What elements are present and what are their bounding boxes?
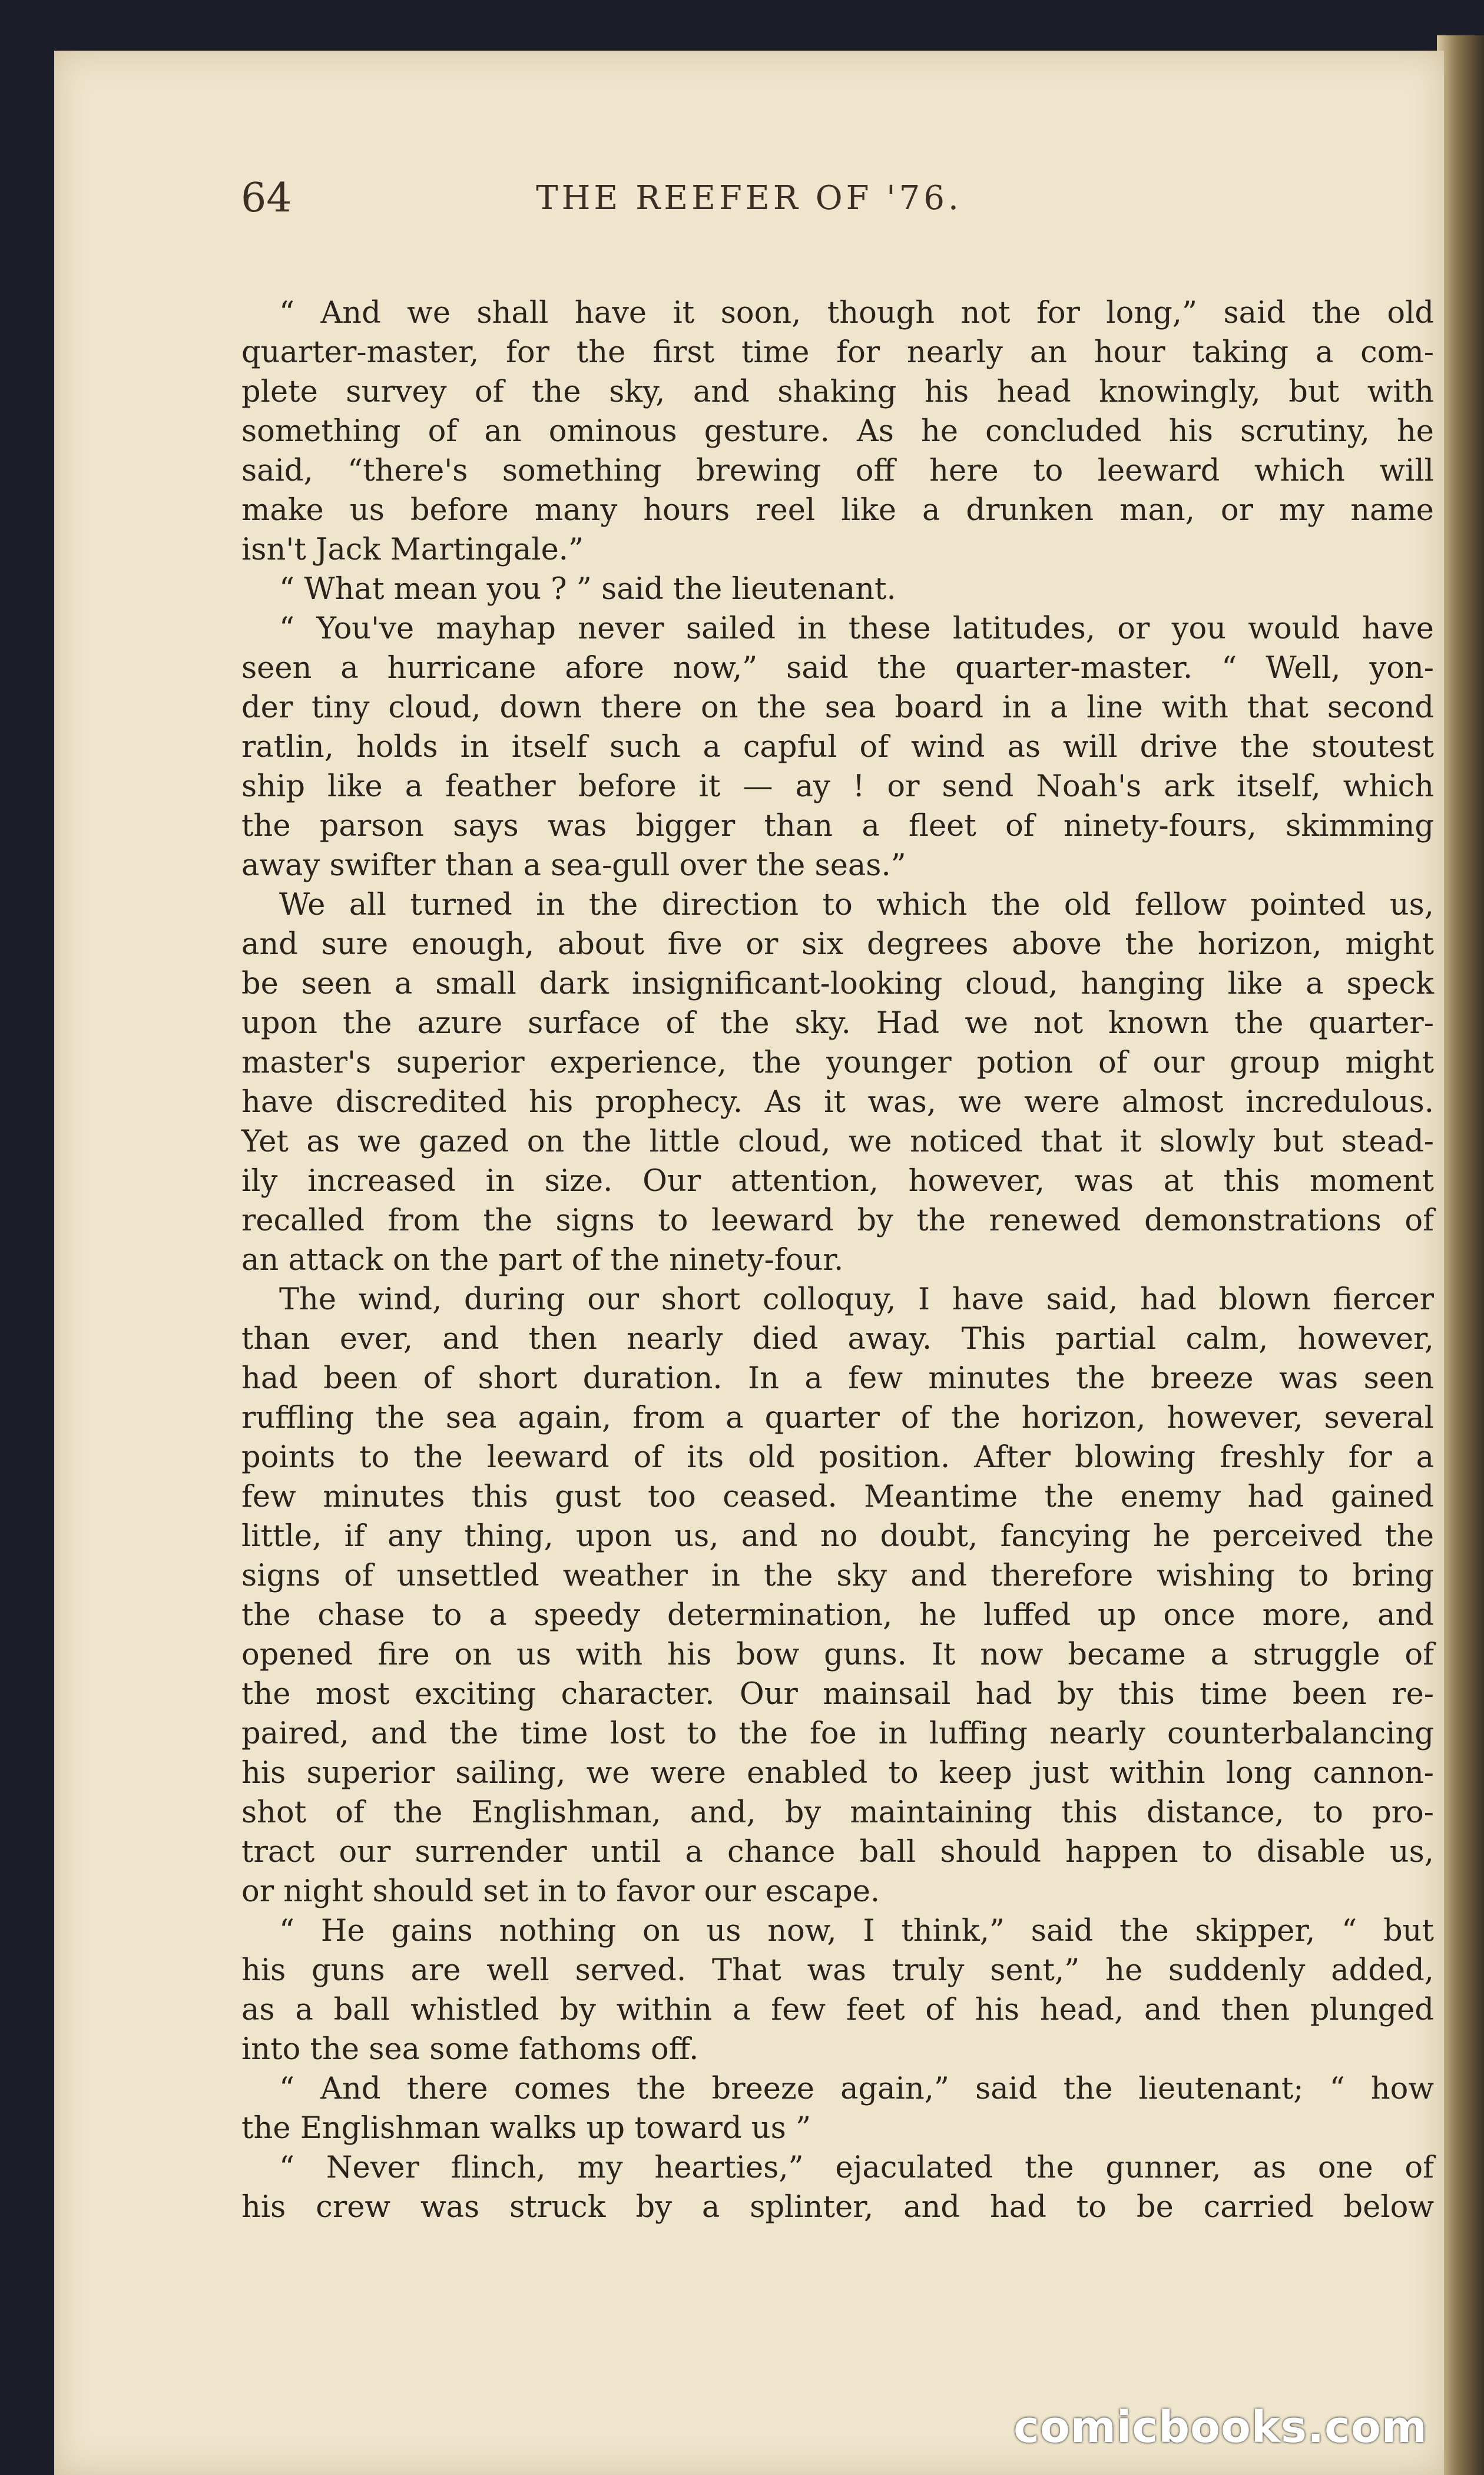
text-line: master's superior experience, the younger potion of our group might bbox=[241, 1045, 1434, 1080]
text-line: We all turned in the direction to which the old fellow pointed us, bbox=[279, 888, 1434, 922]
page-number: 64 bbox=[241, 175, 292, 221]
text-line: shot of the Englishman, and, by maintaining this distance, to pro- bbox=[241, 1795, 1434, 1830]
text-line: few minutes this gust too ceased. Meantime the enemy had gained bbox=[241, 1480, 1434, 1514]
text-line: an attack on the part of the ninety-four. bbox=[241, 1243, 844, 1278]
text-line: into the sea some fathoms off. bbox=[241, 2032, 699, 2067]
text-line: quarter-master, for the first time for nearly an hour taking a com- bbox=[241, 335, 1434, 370]
text-line: seen a hurricane afore now,” said the quarter-master. “ Well, yon- bbox=[241, 651, 1434, 686]
text-line: make us before many hours reel like a drunken man, or my name bbox=[241, 493, 1434, 528]
text-line: the Englishman walks up toward us ” bbox=[241, 2111, 811, 2146]
text-line: ruffling the sea again, from a quarter of the horizon, however, several bbox=[241, 1401, 1434, 1435]
text-line: little, if any thing, upon us, and no doubt, fancying he perceived the bbox=[241, 1519, 1434, 1554]
text-line: der tiny cloud, down there on the sea board in a line with that second bbox=[241, 690, 1434, 725]
text-line: his guns are well served. That was truly sent,” he suddenly added, bbox=[241, 1953, 1434, 1988]
text-line: “ And we shall have it soon, though not for long,” said the old bbox=[279, 296, 1434, 330]
text-line: his crew was struck by a splinter, and had to be carried below bbox=[241, 2190, 1434, 2225]
text-line: “ And there comes the breeze again,” said the lieutenant; “ how bbox=[279, 2072, 1434, 2106]
text-line: the most exciting character. Our mainsail had by this time been re- bbox=[241, 1677, 1434, 1712]
site-watermark: comicbooks.com bbox=[1013, 2402, 1427, 2453]
text-line: ily increased in size. Our attention, however, was at this moment bbox=[241, 1164, 1434, 1199]
text-line: points to the leeward of its old position. After blowing freshly for a bbox=[241, 1440, 1434, 1475]
text-line: isn't Jack Martingale.” bbox=[241, 532, 584, 567]
running-title: THE REEFER OF '76. bbox=[536, 179, 962, 217]
text-line: away swifter than a sea-gull over the seas.” bbox=[241, 848, 906, 883]
book-page bbox=[54, 51, 1444, 2475]
page-edge bbox=[1437, 35, 1484, 2475]
text-line: paired, and the time lost to the foe in luffing nearly counterbalancing bbox=[241, 1716, 1434, 1751]
text-line: ratlin, holds in itself such a capful of wind as will drive the stoutest bbox=[241, 730, 1434, 765]
text-line: have discredited his prophecy. As it was, we were almost incredulous. bbox=[241, 1085, 1434, 1120]
text-line: recalled from the signs to leeward by the renewed demonstrations of bbox=[241, 1203, 1434, 1238]
text-line: be seen a small dark insignificant-looking cloud, hanging like a speck bbox=[241, 967, 1434, 1001]
text-line: and sure enough, about five or six degrees above the horizon, might bbox=[241, 927, 1434, 962]
text-line: something of an ominous gesture. As he concluded his scrutiny, he bbox=[241, 414, 1434, 449]
text-line: “ What mean you ? ” said the lieutenant. bbox=[279, 572, 896, 607]
text-line: “ Never flinch, my hearties,” ejaculated the gunner, as one of bbox=[279, 2150, 1434, 2185]
text-line: upon the azure surface of the sky. Had we not known the quarter- bbox=[241, 1006, 1434, 1041]
text-line: had been of short duration. In a few minutes the breeze was seen bbox=[241, 1361, 1434, 1396]
text-line: The wind, during our short colloquy, I have said, had blown fiercer bbox=[279, 1282, 1434, 1317]
text-line: the parson says was bigger than a fleet of ninety-fours, skimming bbox=[241, 809, 1434, 843]
running-head bbox=[54, 166, 1444, 231]
text-line: signs of unsettled weather in the sky and therefore wishing to bring bbox=[241, 1559, 1434, 1593]
text-line: Yet as we gazed on the little cloud, we noticed that it slowly but stead- bbox=[241, 1124, 1434, 1159]
text-line: “ He gains nothing on us now, I think,” said the skipper, “ but bbox=[279, 1914, 1434, 1948]
text-line: opened fire on us with his bow guns. It now became a struggle of bbox=[241, 1637, 1434, 1672]
text-line: plete survey of the sky, and shaking his head knowingly, but with bbox=[241, 375, 1434, 409]
body-text bbox=[241, 293, 1434, 2227]
text-line: as a ball whistled by within a few feet of his head, and then plunged bbox=[241, 1993, 1434, 2027]
text-line: the chase to a speedy determination, he luffed up once more, and bbox=[241, 1598, 1434, 1633]
text-line: “ You've mayhap never sailed in these latitudes, or you would have bbox=[279, 611, 1434, 646]
text-line: tract our surrender until a chance ball should happen to disable us, bbox=[241, 1835, 1434, 1870]
text-line: or night should set in to favor our escape. bbox=[241, 1874, 880, 1909]
text-line: said, “there's something brewing off here to leeward which will bbox=[241, 454, 1434, 488]
text-line: his superior sailing, we were enabled to keep just within long cannon- bbox=[241, 1756, 1434, 1791]
text-line: than ever, and then nearly died away. This partial calm, however, bbox=[241, 1322, 1434, 1356]
text-line: ship like a feather before it — ay ! or send Noah's ark itself, which bbox=[241, 769, 1434, 804]
